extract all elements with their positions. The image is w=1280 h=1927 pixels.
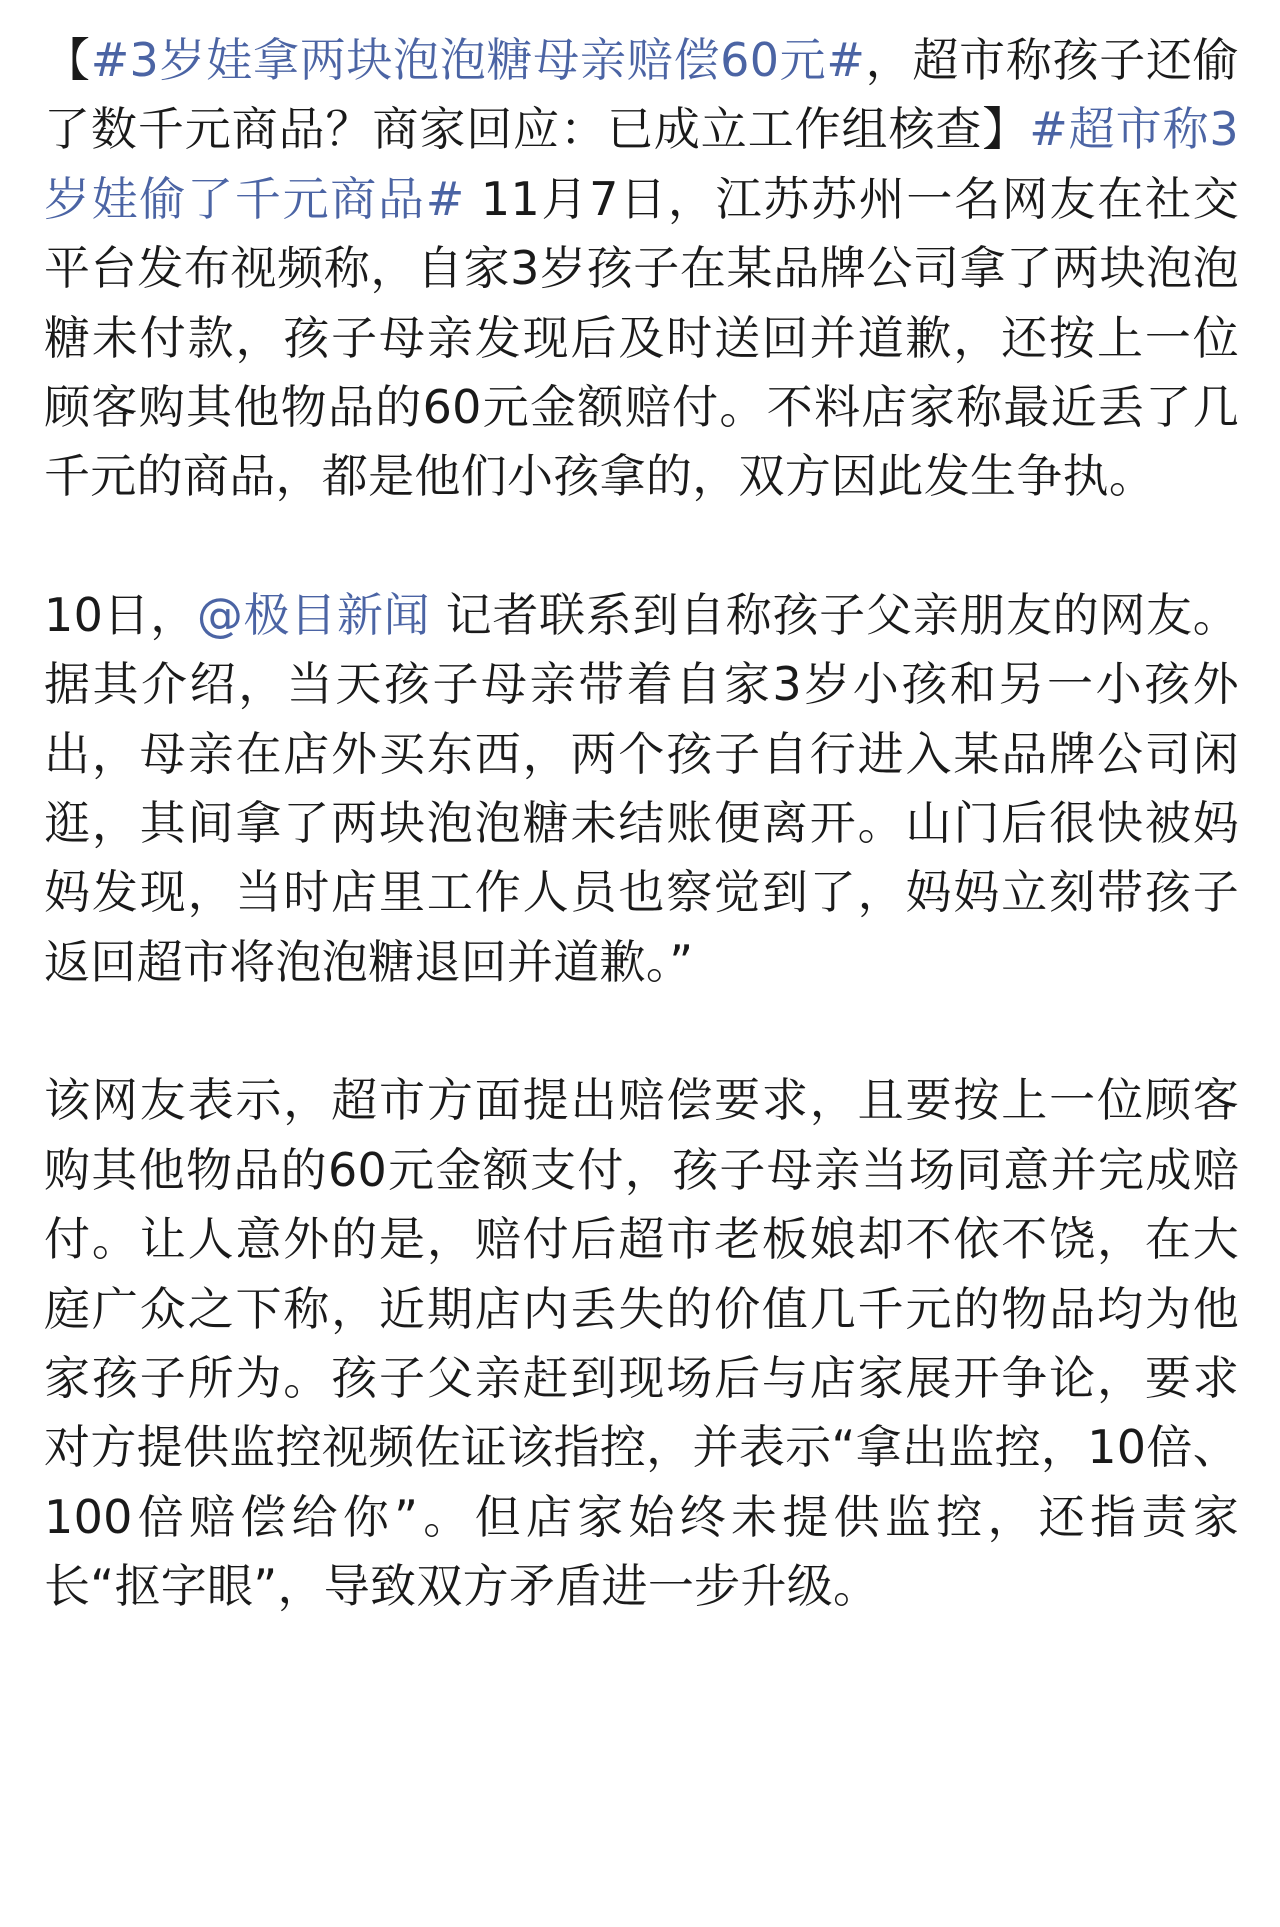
paragraph-2-body: 记者联系到自称孩子父亲朋友的网友。据其介绍，当天孩子母亲带着自家3岁小孩和另一小孩外出，母亲在店外买东西，两个孩子自行进入某品牌公司闲逛，其间拿了两块泡泡糖未结账便离开。山门后很快被妈妈发现，当时店里工作人员也察觉到了，妈妈立刻带孩子返回超市将泡泡糖退回并道歉。” — [44, 587, 1240, 989]
hashtag-link-1[interactable]: #3岁娃拿两块泡泡糖母亲赔偿60元# — [90, 33, 866, 87]
mention-link[interactable]: @极目新闻 — [196, 587, 431, 642]
headline-text: ，超市称孩子还偷了数千元商品？商家回应：已成立工作组核查】 — [44, 33, 1239, 157]
paragraph-2-lead: 10日， — [44, 587, 197, 642]
open-bracket: 【 — [44, 33, 91, 87]
paragraph-3 — [44, 1066, 1239, 1621]
paragraph-spacer — [44, 997, 1239, 1066]
paragraph-3-body: 该网友表示，超市方面提出赔偿要求，且要按上一位顾客购其他物品的60元金额支付，孩子母亲当场同意并完成赔付。让人意外的是，赔付后超市老板娘却不依不饶，在大庭广众之下称，近期店内丢失的价值几千元的物品均为他家孩子所为。孩子父亲赶到现场后与店家展开争论，要求对方提供监控视频佐证该指控，并表示“拿出监控，10倍、100倍赔偿给你”。但店家始终未提供监控，还指责家长“抠字眼”，导致双方矛盾进一步升级。 — [44, 1073, 1239, 1614]
hashtag-link-2[interactable]: #超市称3岁娃偷了千元商品# — [44, 102, 1239, 226]
paragraph-1 — [44, 26, 1239, 512]
paragraph-1-body: 11月7日，江苏苏州一名网友在社交平台发布视频称，自家3岁孩子在某品牌公司拿了两块泡泡糖未付款，孩子母亲发现后及时送回并道歉，还按上一位顾客购其他物品的60元金额赔付。不料店家称最近丢了几千元的商品，都是他们小孩拿的，双方因此发生争执。 — [44, 171, 1239, 504]
paragraph-2 — [44, 581, 1239, 997]
paragraph-spacer — [44, 512, 1239, 581]
post-content — [44, 26, 1239, 1622]
